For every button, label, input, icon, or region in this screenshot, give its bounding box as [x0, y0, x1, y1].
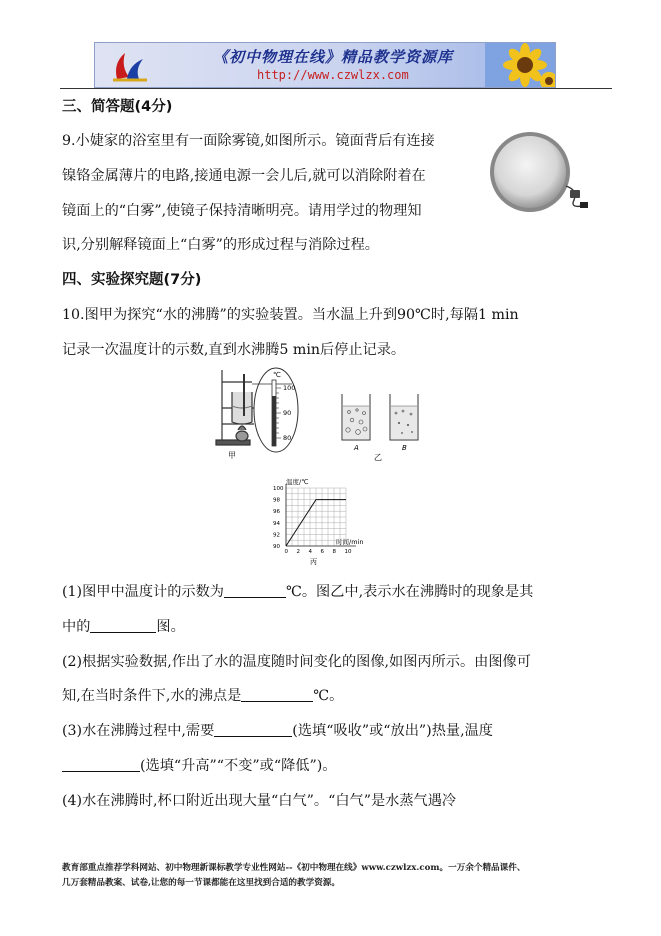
header-banner [94, 42, 556, 88]
q10-line-1: 10.图甲为探究“水的沸腾”的实验装置。当水温上升到90℃时,每隔1 min [62, 307, 519, 323]
y-tick-label: 98 [273, 497, 280, 504]
part1-text-d: 图。 [156, 619, 185, 635]
site-logo-icon [109, 49, 151, 83]
part3-text-a: (3)水在沸腾过程中,需要 [62, 723, 215, 739]
temperature-time-chart [270, 474, 380, 568]
part3-line-1 [62, 721, 493, 741]
y-tick-label: 92 [273, 532, 280, 539]
thermo-unit: ℃ [273, 371, 281, 379]
thermo-tick-80: 80 [283, 434, 292, 442]
beaker-b-icon [390, 394, 418, 440]
thermo-tick-90: 90 [283, 409, 292, 417]
part1-text-a: (1)图甲中温度计的示数为 [62, 584, 224, 600]
footer-line-2: 几万套精品教案、试卷,让您的每一节课都能在这里找到合适的教学资源。 [62, 878, 340, 888]
label-jia: 甲 [228, 451, 236, 460]
q9-line-2: 镍铬金属薄片的电路,接通电源一会儿后,就可以消除附着在 [62, 168, 426, 184]
defog-mirror-figure [486, 130, 594, 216]
iron-stand-icon [216, 370, 254, 445]
part1-text-c: 中的 [62, 619, 91, 635]
boiling-apparatus-figure [214, 366, 420, 462]
part1-line-1 [62, 582, 533, 602]
x-tick-label: 0 [284, 549, 288, 555]
chart-caption: 丙 [310, 558, 317, 566]
y-tick-label: 96 [273, 509, 280, 516]
sunflower-icon [485, 43, 555, 87]
x-tick-label: 8 [332, 549, 336, 555]
label-a: A [354, 444, 359, 452]
answer-blank-5[interactable] [62, 756, 140, 772]
footer-line-1: 教育部重点推荐学科网站、初中物理新课标教学专业性网站--《初中物理在线》www.czwlzx.com。一万余个精品课件、 [62, 863, 526, 873]
y-tick-label: 90 [273, 544, 280, 550]
part3-text-c: (选填“升高”“不变”或“降低”)。 [140, 758, 337, 774]
section4-heading: 四、实验探究题(7分) [62, 272, 202, 288]
q10-line-2: 记录一次温度计的示数,直到水沸腾5 min后停止记录。 [62, 342, 406, 358]
part1-line-2 [62, 617, 185, 637]
section3-heading: 三、简答题(4分) [62, 99, 173, 115]
y-tick-label: 94 [273, 520, 280, 527]
chart-xlabel: 时间/min [336, 538, 364, 546]
part3-text-b: (选填“吸收”或“放出”)热量,温度 [292, 723, 493, 739]
answer-blank-4[interactable] [214, 721, 292, 737]
chart-grid [286, 484, 356, 546]
part2-line-1: (2)根据实验数据,作出了水的温度随时间变化的图像,如图丙所示。由图像可 [62, 654, 531, 670]
part2-text-c: ℃。 [313, 688, 344, 704]
answer-blank-2[interactable] [90, 617, 156, 633]
part2-line-2 [62, 686, 343, 706]
part1-text-b: ℃。图乙中,表示水在沸腾时的现象是其 [285, 584, 534, 600]
part4-line-1: (4)水在沸腾时,杯口附近出现大量“白气”。“白气”是水蒸气遇冷 [62, 793, 457, 809]
q9-line-4: 识,分别解释镜面上“白雾”的形成过程与消除过程。 [62, 237, 379, 253]
q9-line-3: 镜面上的“白雾”,使镜子保持清晰明亮。请用学过的物理知 [62, 203, 422, 219]
thermometer-zoom [254, 368, 298, 452]
x-tick-label: 4 [308, 549, 312, 555]
answer-blank-3[interactable] [241, 686, 313, 702]
part3-line-2 [62, 756, 336, 776]
header-rule [60, 88, 612, 89]
banner-url[interactable]: http://www.czwlzx.com [257, 68, 409, 82]
beaker-a-icon [342, 394, 370, 440]
banner-title: 《初中物理在线》精品教学资源库 [213, 48, 454, 66]
x-tick-label: 10 [344, 549, 352, 555]
x-tick-label: 6 [320, 549, 324, 555]
x-tick-label: 2 [296, 549, 300, 555]
chart-ylabel: 温度/℃ [286, 478, 309, 486]
y-tick-label: 100 [273, 486, 284, 492]
answer-blank-1[interactable] [224, 582, 286, 598]
q9-line-1: 9.小婕家的浴室里有一面除雾镜,如图所示。镜面背后有连接 [62, 133, 435, 149]
thermo-tick-100: 100 [283, 384, 296, 392]
label-yi: 乙 [374, 453, 382, 462]
part2-text-b: 知,在当时条件下,水的沸点是 [62, 688, 242, 704]
label-b: B [402, 444, 407, 452]
